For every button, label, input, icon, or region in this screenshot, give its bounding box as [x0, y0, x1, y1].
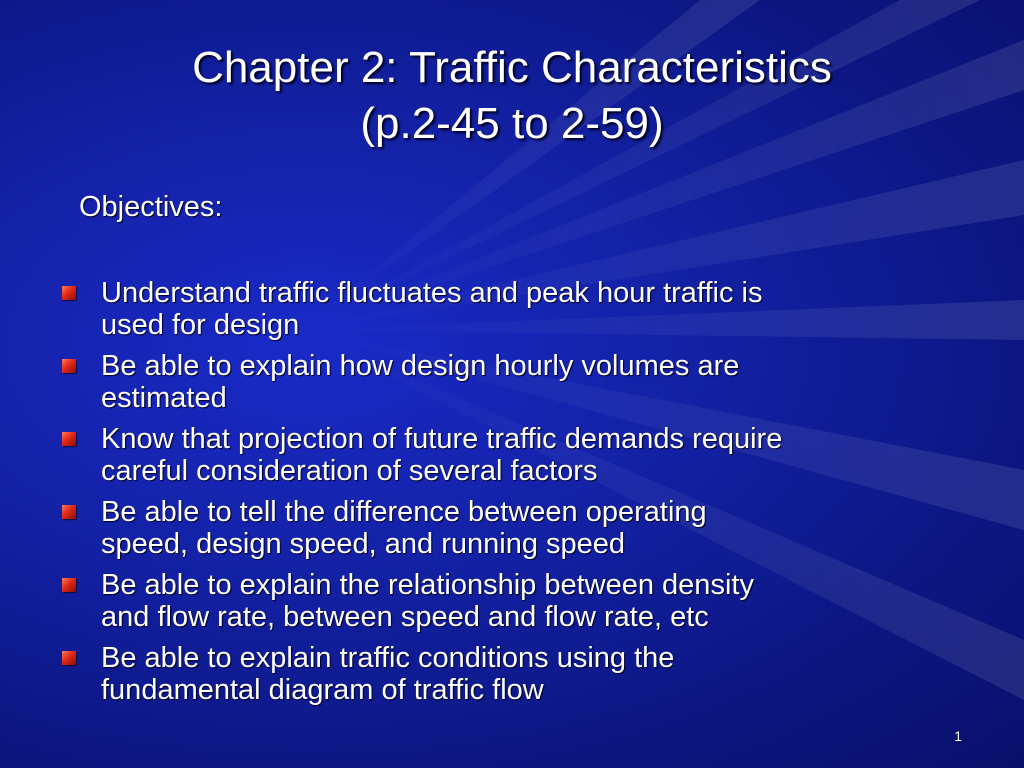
square-bullet-icon	[62, 505, 76, 519]
objective-line: Be able to explain the relationship between density	[101, 569, 754, 601]
objective-line: Know that projection of future traffic demands require	[101, 423, 783, 455]
objective-item	[60, 277, 940, 341]
objective-line: Understand traffic fluctuates and peak hour traffic is	[101, 277, 763, 309]
objective-line: used for design	[101, 309, 300, 341]
slide-title-line-1: Chapter 2: Traffic Characteristics	[192, 43, 832, 92]
objectives-label: Objectives:	[79, 191, 223, 223]
objective-line: and flow rate, between speed and flow rate, etc	[101, 601, 709, 633]
objective-line: Be able to tell the difference between operating	[101, 496, 707, 528]
objective-item	[60, 423, 940, 487]
square-bullet-icon	[62, 432, 76, 446]
objective-line: speed, design speed, and running speed	[101, 528, 626, 560]
square-bullet-icon	[62, 286, 76, 300]
objective-line: Be able to explain traffic conditions using the	[101, 642, 675, 674]
page-number: 1	[954, 728, 962, 744]
slide-title-line-2: (p.2-45 to 2-59)	[360, 99, 664, 148]
objective-line: estimated	[101, 382, 227, 414]
objective-item	[60, 496, 940, 560]
square-bullet-icon	[62, 359, 76, 373]
square-bullet-icon	[62, 578, 76, 592]
objective-item	[60, 350, 940, 414]
objective-line: fundamental diagram of traffic flow	[101, 674, 544, 706]
objective-item	[60, 569, 940, 633]
objective-line: Be able to explain how design hourly volumes are	[101, 350, 740, 382]
objectives-list	[60, 277, 940, 715]
objective-line: careful consideration of several factors	[101, 455, 598, 487]
slide-title	[0, 40, 1024, 152]
objective-item	[60, 642, 940, 706]
square-bullet-icon	[62, 651, 76, 665]
